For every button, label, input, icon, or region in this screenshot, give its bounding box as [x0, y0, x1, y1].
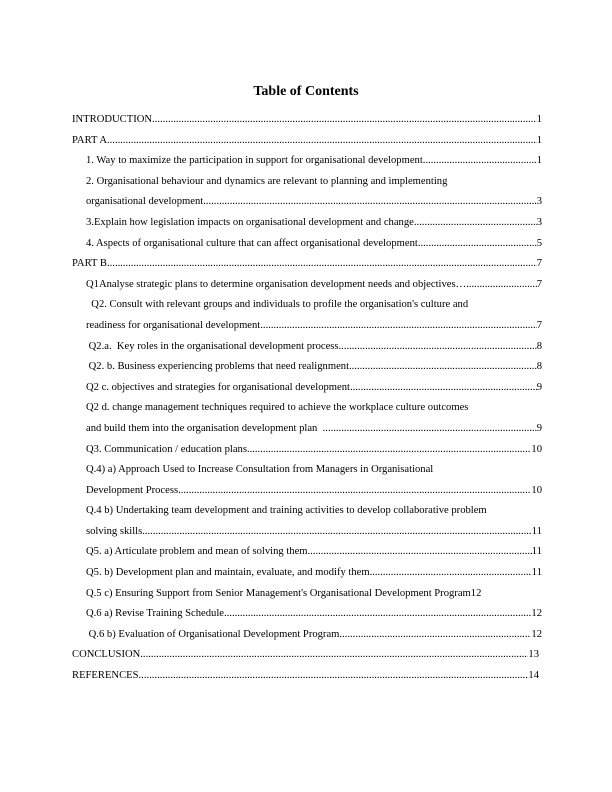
toc-page-number: 1	[536, 114, 542, 125]
toc-entry-text: REFERENCES	[72, 670, 139, 682]
toc-page-number: 10	[531, 443, 542, 455]
toc-page-number: 1	[536, 155, 542, 167]
dot-leader	[418, 234, 537, 255]
toc-entry-conclusion[interactable]	[72, 645, 542, 666]
toc-entry-q6a[interactable]	[86, 604, 542, 625]
toc-entry-q2d[interactable]	[86, 398, 542, 439]
toc-entry-text: Q2. b. Business experiencing problems that need realignment	[86, 361, 350, 373]
toc-entry-q5c[interactable]	[86, 584, 542, 605]
toc-entry-text: INTRODUCTION	[72, 114, 153, 125]
toc-page-number: 11	[531, 546, 542, 558]
toc-page-number: 14	[528, 670, 539, 682]
dot-leader	[247, 440, 531, 461]
toc-entry-q1[interactable]	[86, 275, 542, 296]
dot-leader	[107, 131, 537, 152]
toc-entry-text: Q2.a. Key roles in the organisational development process	[86, 340, 339, 352]
toc-entry-text: 2. Organisational behaviour and dynamics are relevant to planning and implementing	[86, 175, 448, 187]
toc-entry-text: Q2. Consult with relevant groups and individuals to profile the organisation's culture and	[86, 299, 469, 311]
toc-page-number: 12	[470, 587, 482, 599]
dot-leader	[107, 254, 537, 275]
toc-entry-q6b[interactable]	[86, 625, 542, 646]
dot-leader	[139, 666, 529, 687]
dot-leader	[350, 378, 537, 399]
toc-entry-text-cont: solving skills	[86, 525, 143, 537]
toc-page-number: 9	[536, 422, 542, 434]
toc-page-number: 8	[536, 340, 542, 352]
toc-entry-text: Q5. a) Articulate problem and mean of solving them	[86, 546, 308, 558]
toc-entry-introduction[interactable]	[72, 110, 542, 131]
toc-page-number: 13	[528, 649, 539, 661]
toc-entry-text: Q.6 a) Revise Training Schedule	[86, 608, 224, 620]
dot-leader	[370, 563, 532, 584]
toc-entry-q2a[interactable]	[86, 337, 542, 358]
toc-page-number: 7	[536, 278, 542, 290]
toc-entry-text: Q.4 b) Undertaking team development and training activities to develop collaborative problem	[86, 505, 487, 517]
toc-page-number: 1	[536, 134, 542, 146]
dot-leader	[224, 604, 531, 625]
toc-entry-text: 1. Way to maximize the participation in support for organisational development	[86, 155, 423, 167]
dot-leader	[339, 337, 537, 358]
toc-page-number: 8	[536, 361, 542, 373]
toc-entry-text: Q2 c. objectives and strategies for organisational development	[86, 381, 350, 393]
toc-entry-text: Q.5 c) Ensuring Support from Senior Management's Organisational Development Program	[86, 587, 471, 599]
toc-page-number: 12	[531, 628, 542, 640]
toc-entry-text: Q.6 b) Evaluation of Organisational Development Program	[86, 628, 340, 640]
toc-page-number: 12	[531, 608, 542, 620]
dot-leader	[349, 357, 537, 378]
dot-leader	[414, 213, 537, 234]
table-of-contents	[72, 110, 542, 687]
dot-leader	[140, 645, 528, 666]
dot-leader	[260, 316, 536, 337]
toc-entry-q5b[interactable]	[86, 563, 542, 584]
dot-leader	[178, 481, 531, 502]
toc-entry-references[interactable]	[72, 666, 542, 687]
toc-entry-text-cont: Development Process	[86, 484, 179, 496]
toc-entry-1[interactable]	[86, 151, 542, 172]
dot-leader	[339, 625, 531, 646]
toc-entry-text: Q3. Communication / education plans	[86, 443, 247, 455]
toc-entry-text: Q.4) a) Approach Used to Increase Consultation from Managers in Organisational	[86, 464, 434, 476]
toc-entry-part-a[interactable]	[72, 131, 542, 152]
dot-leader	[323, 419, 537, 440]
dot-leader	[308, 542, 532, 563]
toc-entry-text: Q5. b) Development plan and maintain, evaluate, and modify them	[86, 567, 370, 579]
dot-leader	[466, 275, 537, 296]
toc-entry-text: Q2 d. change management techniques required to achieve the workplace culture outcomes	[86, 402, 469, 414]
toc-entry-text: 3.Explain how legislation impacts on organisational development and change	[86, 216, 414, 228]
toc-page-number: 3	[536, 196, 542, 208]
toc-page-number: 3	[536, 216, 542, 228]
toc-page-number: 7	[536, 319, 542, 331]
toc-entry-text: 4. Aspects of organisational culture that can affect organisational development	[86, 237, 418, 249]
toc-entry-text-cont: and build them into the organisation development plan	[86, 422, 323, 434]
dot-leader	[142, 522, 532, 543]
toc-entry-q4b[interactable]	[86, 501, 542, 542]
toc-entry-text: PART B	[72, 258, 107, 270]
toc-entry-q3[interactable]	[86, 440, 542, 461]
toc-entry-2[interactable]	[86, 172, 542, 213]
toc-entry-part-b[interactable]	[72, 254, 542, 275]
toc-entry-q2b[interactable]	[86, 357, 542, 378]
toc-page-number: 10	[531, 484, 542, 496]
toc-entry-4[interactable]	[86, 234, 542, 255]
dot-leader	[203, 192, 537, 213]
toc-entry-text: CONCLUSION	[72, 649, 141, 661]
dot-leader	[423, 151, 537, 172]
toc-page-number: 9	[536, 381, 542, 393]
toc-entry-3[interactable]	[86, 213, 542, 234]
toc-entry-text-cont: readiness for organisational development	[86, 319, 261, 331]
dot-leader	[152, 110, 537, 131]
toc-entry-text-cont: organisational development	[86, 196, 204, 208]
toc-title: Table of Contents	[253, 84, 359, 99]
toc-page-number: 5	[536, 237, 542, 249]
toc-page-number: 7	[536, 258, 542, 270]
toc-entry-q4a[interactable]	[86, 460, 542, 501]
toc-entry-q2c[interactable]	[86, 378, 542, 399]
toc-entry-text: PART A	[72, 134, 107, 146]
toc-page-number: 11	[531, 567, 542, 579]
toc-entry-text: Q1Analyse strategic plans to determine organisation development needs and objectives…	[86, 278, 467, 290]
toc-page-number: 11	[531, 525, 542, 537]
toc-entry-q2[interactable]	[86, 295, 542, 336]
toc-entry-q5a[interactable]	[86, 542, 542, 563]
